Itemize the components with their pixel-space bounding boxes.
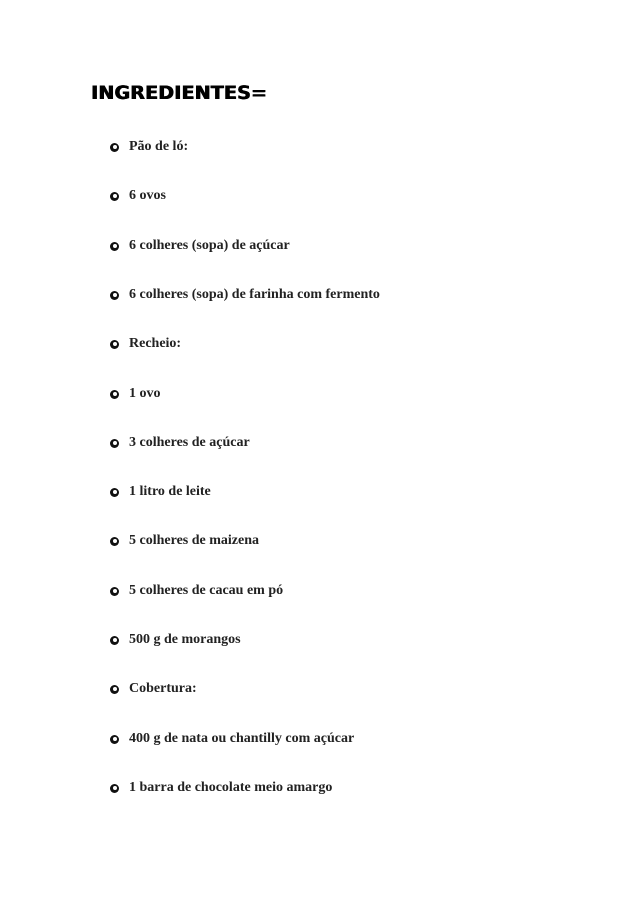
- list-item: [110, 679, 197, 699]
- bullet-icon: [110, 636, 119, 645]
- bullet-icon: [110, 537, 119, 546]
- bullet-icon: [110, 587, 119, 596]
- list-item: [110, 581, 283, 601]
- list-item: [110, 482, 211, 502]
- bullet-icon: [110, 143, 119, 152]
- list-item-label: 6 ovos: [129, 188, 166, 203]
- list-item-label: 1 ovo: [129, 386, 161, 401]
- list-item: [110, 236, 290, 256]
- list-item: [110, 334, 181, 354]
- bullet-icon: [110, 340, 119, 349]
- list-item-label: 1 barra de chocolate meio amargo: [129, 780, 333, 795]
- bullet-icon: [110, 735, 119, 744]
- bullet-icon: [110, 390, 119, 399]
- list-item-label: 6 colheres (sopa) de açúcar: [129, 238, 290, 253]
- bullet-icon: [110, 784, 119, 793]
- bullet-icon: [110, 291, 119, 300]
- list-item: [110, 285, 380, 305]
- list-item: [110, 384, 161, 404]
- page-title: INGREDIENTES=: [91, 82, 268, 104]
- bullet-icon: [110, 439, 119, 448]
- list-item-label: 3 colheres de açúcar: [129, 435, 250, 450]
- list-item-label: 5 colheres de cacau em pó: [129, 583, 284, 598]
- list-item: [110, 531, 259, 551]
- list-item-label: Cobertura:: [129, 681, 197, 696]
- bullet-icon: [110, 192, 119, 201]
- list-item-label: 5 colheres de maizena: [129, 533, 259, 548]
- list-item: [110, 137, 188, 157]
- list-item-label: Recheio:: [129, 336, 182, 351]
- list-item: [110, 630, 241, 650]
- list-item: [110, 778, 332, 798]
- bullet-icon: [110, 685, 119, 694]
- list-item-label: 500 g de morangos: [129, 632, 241, 647]
- list-item: [110, 433, 250, 453]
- bullet-icon: [110, 488, 119, 497]
- list-item: [110, 186, 166, 206]
- list-item-label: Pão de ló:: [129, 139, 189, 154]
- bullet-icon: [110, 242, 119, 251]
- list-item: [110, 729, 354, 749]
- list-item-label: 400 g de nata ou chantilly com açúcar: [129, 731, 355, 746]
- list-item-label: 1 litro de leite: [129, 484, 211, 499]
- list-item-label: 6 colheres (sopa) de farinha com fermento: [129, 287, 380, 302]
